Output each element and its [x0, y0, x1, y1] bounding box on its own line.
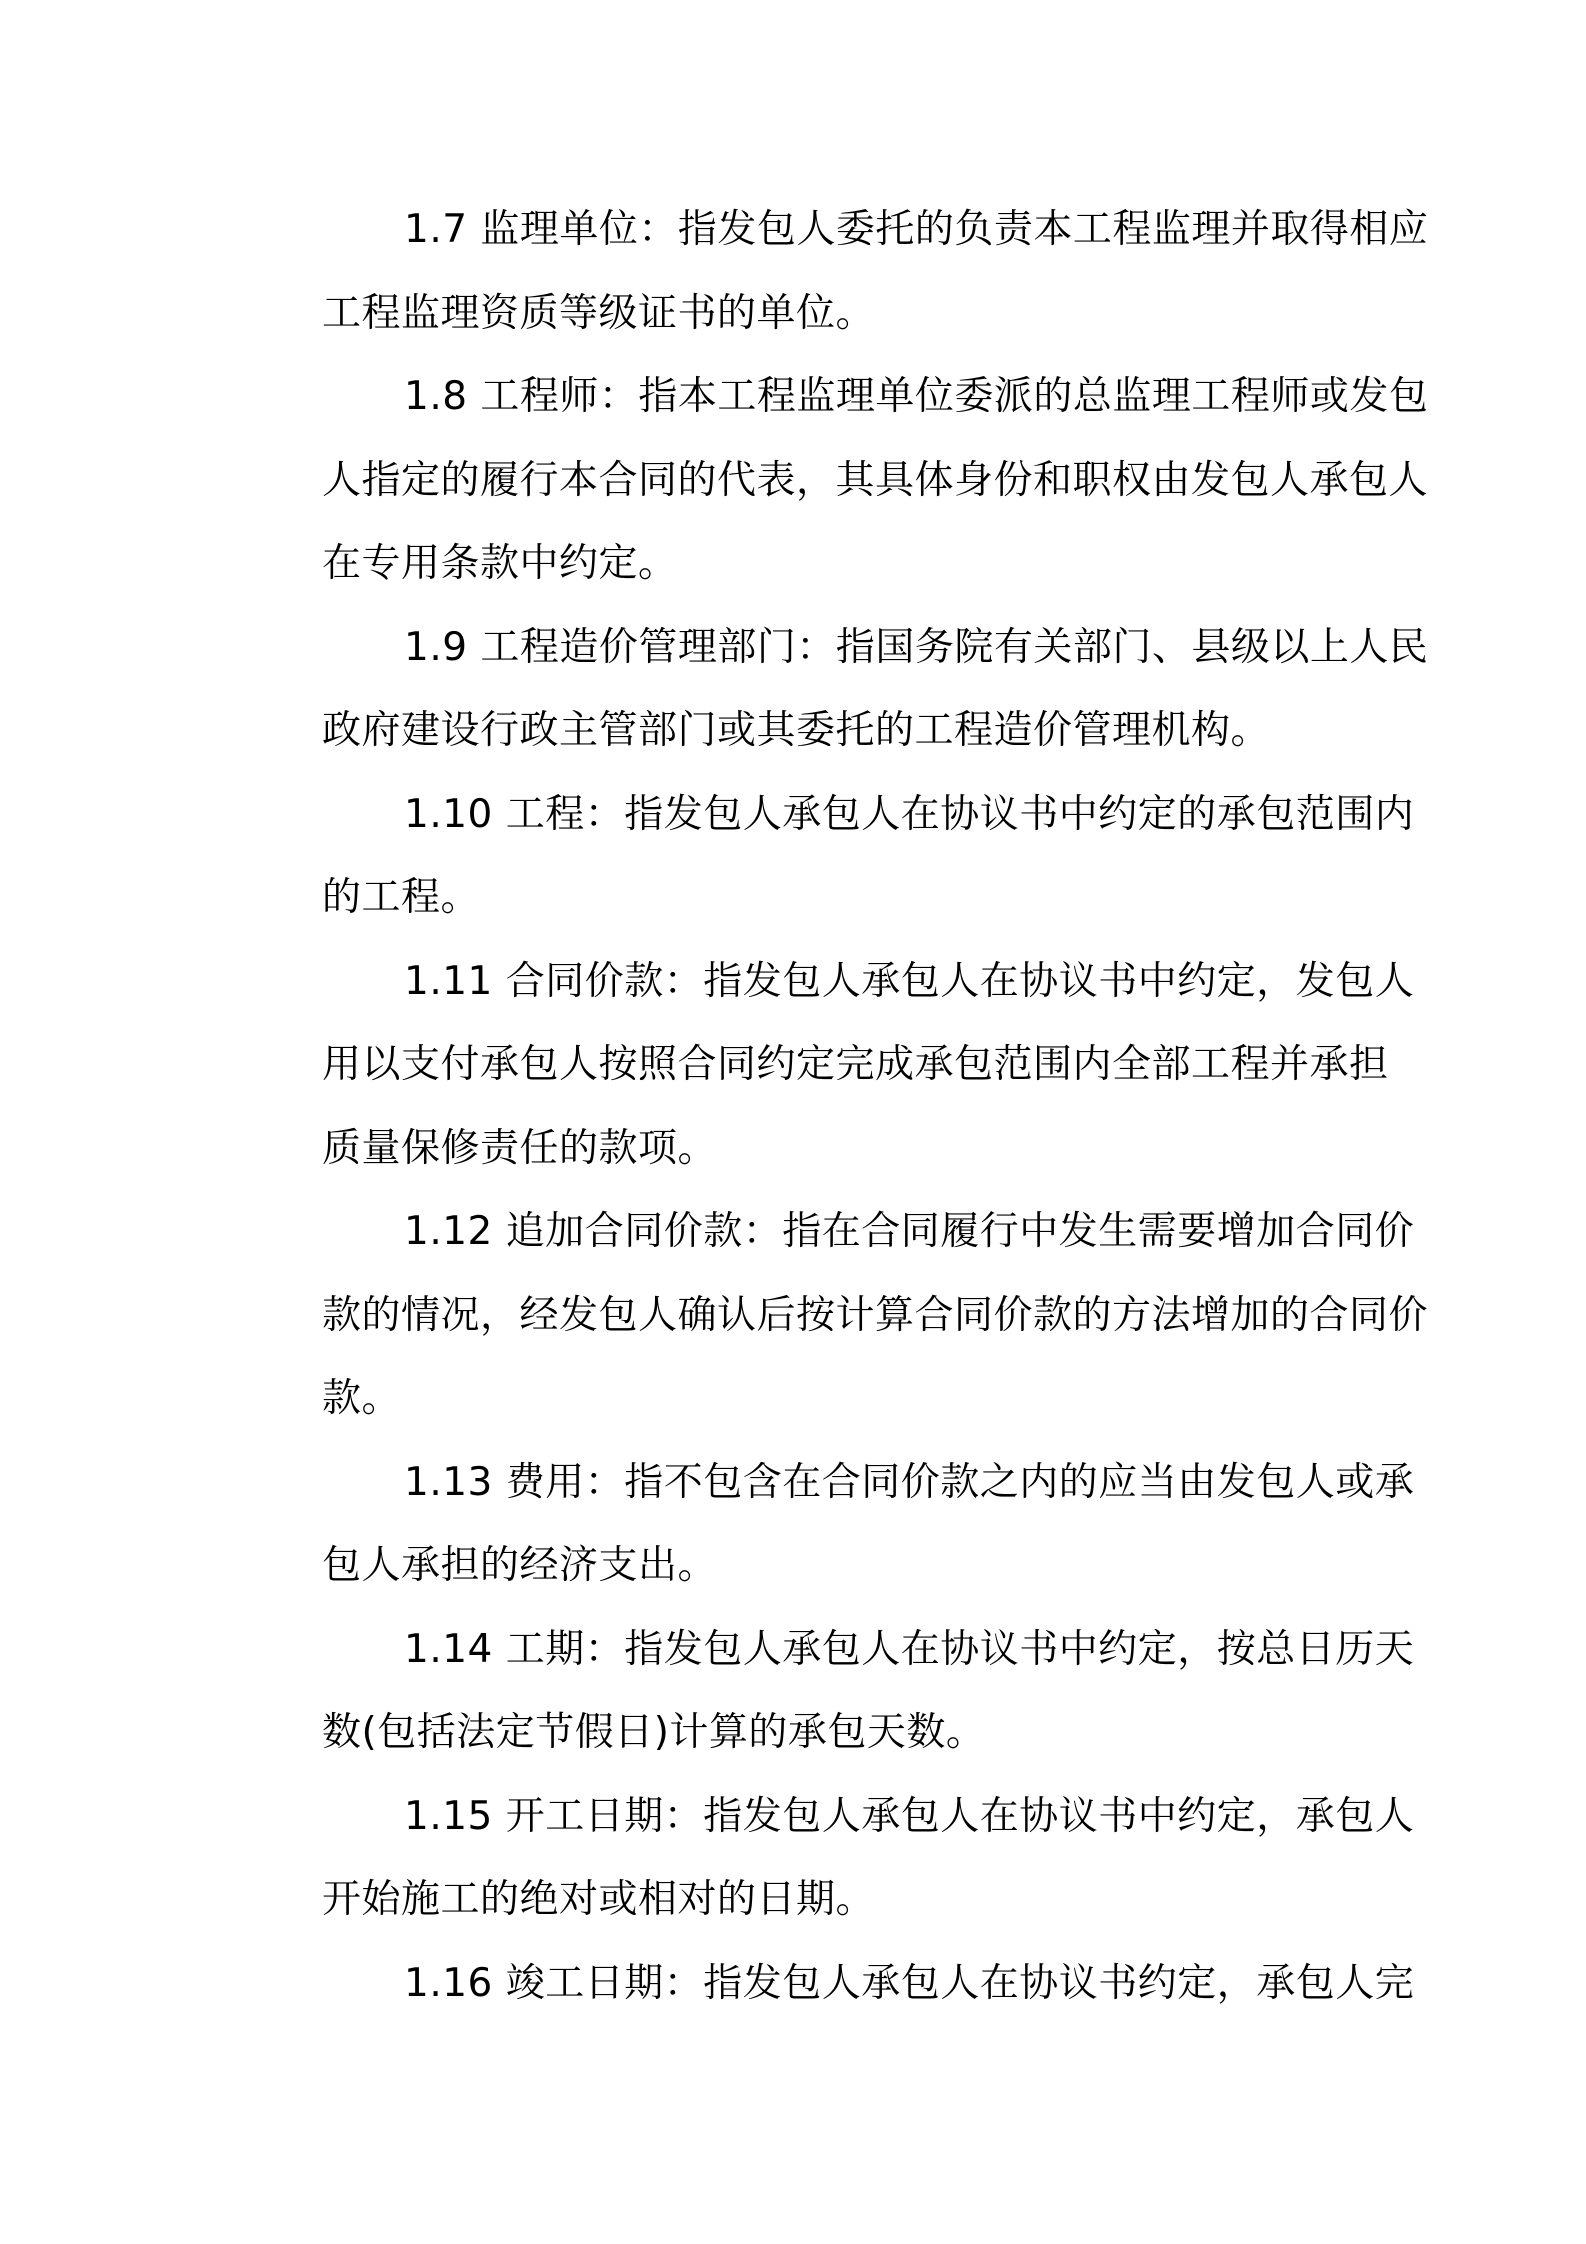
clause-line: 质量保修责任的款项。	[322, 1125, 718, 1171]
clause-line: 的工程。	[322, 875, 481, 920]
clause-line: 款。	[322, 1376, 402, 1421]
clause-1-14	[240, 1608, 1415, 1775]
clause-1-15	[240, 1775, 1415, 1942]
clause-line: 开始施工的绝对或相对的日期。	[322, 1877, 876, 1922]
clause-1-7	[240, 188, 1429, 355]
clause-line: 在专用条款中约定。	[322, 541, 678, 586]
clause-line: 1.10 工程：指发包人承包人在协议书中约定的承包范围内	[404, 791, 1415, 837]
clause-line: 包人承担的经济支出。	[322, 1543, 718, 1588]
clause-line: 用以支付承包人按照合同约定完成承包范围内全部工程并承担	[322, 1042, 1389, 1087]
clause-1-11	[240, 940, 1415, 1191]
clause-line: 1.8 工程师：指本工程监理单位委派的总监理工程师或发包	[404, 374, 1429, 419]
clause-line: 1.14 工期：指发包人承包人在协议书中约定，按总日历天	[404, 1626, 1415, 1672]
clause-line: 人指定的履行本合同的代表，其具体身份和职权由发包人承包人	[322, 457, 1429, 503]
clause-1-12	[240, 1190, 1429, 1441]
clause-line: 1.16 竣工日期：指发包人承包人在协议书约定，承包人完	[404, 1960, 1415, 2006]
clause-line: 1.15 开工日期：指发包人承包人在协议书中约定，承包人	[404, 1793, 1415, 1839]
clause-1-16	[240, 1942, 1415, 2026]
clause-line: 1.12 追加合同价款：指在合同履行中发生需要增加合同价	[404, 1209, 1415, 1254]
clause-line: 1.7 监理单位：指发包人委托的负责本工程监理并取得相应	[404, 207, 1429, 252]
clause-line: 1.9 工程造价管理部门：指国务院有关部门、县级以上人民	[404, 624, 1429, 670]
clause-1-9	[240, 606, 1429, 773]
clause-line: 1.11 合同价款：指发包人承包人在协议书中约定，发包人	[404, 958, 1415, 1004]
clause-line: 款的情况，经发包人确认后按计算合同价款的方法增加的合同价	[322, 1292, 1429, 1338]
document-body	[240, 188, 1429, 2025]
clause-1-8	[240, 355, 1429, 606]
clause-line: 政府建设行政主管部门或其委托的工程造价管理机构。	[322, 708, 1271, 753]
clause-line: 数(包括法定节假日)计算的承包天数。	[322, 1710, 986, 1755]
clause-line: 1.13 费用：指不包含在合同价款之内的应当由发包人或承	[404, 1459, 1415, 1505]
clause-1-10	[240, 773, 1415, 940]
clause-line: 工程监理资质等级证书的单位。	[322, 290, 876, 336]
clause-1-13	[240, 1441, 1415, 1608]
